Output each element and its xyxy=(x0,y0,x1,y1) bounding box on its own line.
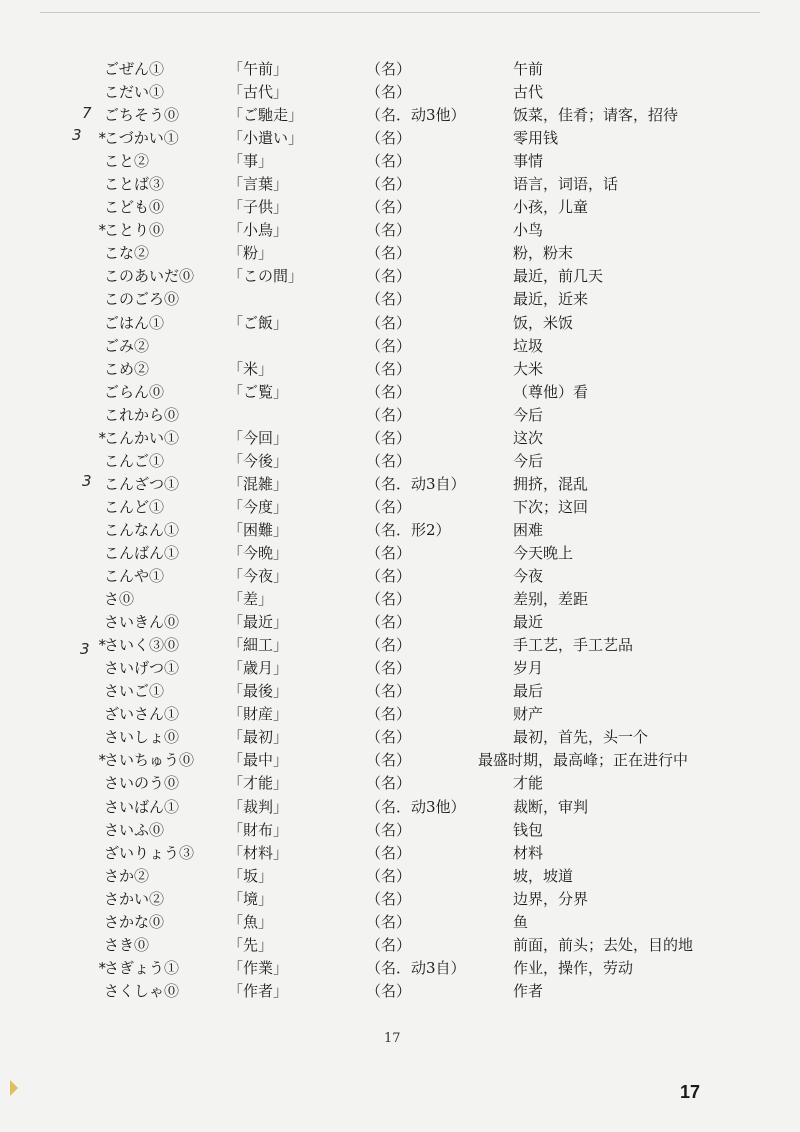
chinese-meaning: 困难 xyxy=(513,520,544,539)
kanji-form: 「困難」 xyxy=(228,520,289,539)
vocab-row xyxy=(0,81,800,104)
chinese-meaning: 作业，操作，劳动 xyxy=(513,958,634,977)
kanji-form: 「魚」 xyxy=(228,912,274,931)
kana-reading: さいげつ① xyxy=(104,659,180,678)
vocab-row xyxy=(0,772,800,795)
kanji-form: 「財布」 xyxy=(228,820,289,839)
chinese-meaning: （尊他）看 xyxy=(513,382,589,401)
part-of-speech: （名．动3自） xyxy=(366,958,466,977)
part-of-speech: （名） xyxy=(366,751,412,770)
kana-reading: さかな⓪ xyxy=(104,912,165,931)
chinese-meaning: 粉，粉末 xyxy=(513,244,574,263)
kanji-form: 「小遣い」 xyxy=(228,129,304,148)
kana-reading: さき⓪ xyxy=(104,935,150,954)
kana-reading: ごらん⓪ xyxy=(104,382,165,401)
vocab-row xyxy=(0,957,800,980)
kanji-form: 「差」 xyxy=(228,590,274,609)
top-rule xyxy=(40,12,760,13)
part-of-speech: （名） xyxy=(366,198,412,217)
kana-reading: さいのう⓪ xyxy=(104,774,180,793)
chinese-meaning: 最近 xyxy=(513,613,544,632)
part-of-speech: （名） xyxy=(366,336,412,355)
kana-reading: こんど① xyxy=(104,497,165,516)
vocab-row xyxy=(0,796,800,819)
kanji-form: 「今度」 xyxy=(228,497,289,516)
kana-reading: ことば③ xyxy=(104,175,165,194)
kanji-form: 「米」 xyxy=(228,359,274,378)
chinese-meaning: 最初，首先，头一个 xyxy=(513,728,649,747)
chinese-meaning: 今后 xyxy=(513,451,544,470)
part-of-speech: （名．动3自） xyxy=(366,474,466,493)
kanji-form: 「先」 xyxy=(228,935,274,954)
important-mark: * xyxy=(98,636,106,655)
kana-reading: ごちそう⓪ xyxy=(104,106,180,125)
kana-reading: このあいだ⓪ xyxy=(104,267,195,286)
chinese-meaning: 饭菜，佳肴；请客，招待 xyxy=(513,106,679,125)
chinese-meaning: 今后 xyxy=(513,405,544,424)
kanji-form: 「ご飯」 xyxy=(228,313,289,332)
kana-reading: さか② xyxy=(104,866,150,885)
part-of-speech: （名．动3他） xyxy=(366,106,466,125)
part-of-speech: （名） xyxy=(366,866,412,885)
vocab-row xyxy=(0,496,800,519)
kanji-form: 「境」 xyxy=(228,889,274,908)
chinese-meaning: 事情 xyxy=(513,152,544,171)
chinese-meaning: 边界，分界 xyxy=(513,889,589,908)
kanji-form: 「最初」 xyxy=(228,728,289,747)
kanji-form: 「ご馳走」 xyxy=(228,106,304,125)
kanji-form: 「作者」 xyxy=(228,981,289,1000)
chinese-meaning: 坡，坡道 xyxy=(513,866,574,885)
vocab-row xyxy=(0,104,800,127)
kana-reading: さいく③⓪ xyxy=(104,636,180,655)
vocab-row xyxy=(0,450,800,473)
chinese-meaning: 财产 xyxy=(513,705,544,724)
part-of-speech: （名） xyxy=(366,567,412,586)
kana-reading: こな② xyxy=(104,244,150,263)
vocab-row xyxy=(0,588,800,611)
chinese-meaning: 垃圾 xyxy=(513,336,544,355)
vocab-row xyxy=(0,565,800,588)
kana-reading: こども⓪ xyxy=(104,198,165,217)
kanji-form: 「今夜」 xyxy=(228,567,289,586)
chinese-meaning: 下次；这回 xyxy=(513,497,589,516)
chinese-meaning: 零用钱 xyxy=(513,129,559,148)
kana-reading: こんなん① xyxy=(104,520,180,539)
part-of-speech: （名） xyxy=(366,682,412,701)
kanji-form: 「粉」 xyxy=(228,244,274,263)
chinese-meaning: 语言，词语，话 xyxy=(513,175,619,194)
part-of-speech: （名） xyxy=(366,313,412,332)
kana-reading: さいきん⓪ xyxy=(104,613,180,632)
chinese-meaning: 钱包 xyxy=(513,820,544,839)
vocab-row xyxy=(0,680,800,703)
kana-reading: さいばん① xyxy=(104,797,180,816)
vocab-row xyxy=(0,888,800,911)
vocab-row xyxy=(0,934,800,957)
kanji-form: 「事」 xyxy=(228,152,274,171)
kanji-form: 「今回」 xyxy=(228,428,289,447)
important-mark: * xyxy=(98,428,106,447)
part-of-speech: （名） xyxy=(366,774,412,793)
kana-reading: ごはん① xyxy=(104,313,165,332)
vocab-row xyxy=(0,519,800,542)
kanji-form: 「材料」 xyxy=(228,843,289,862)
part-of-speech: （名） xyxy=(366,820,412,839)
kanji-form: 「今後」 xyxy=(228,451,289,470)
kana-reading: こんばん① xyxy=(104,543,180,562)
vocab-row xyxy=(0,381,800,404)
kana-reading: こんかい① xyxy=(104,428,180,447)
kanji-form: 「細工」 xyxy=(228,636,289,655)
kanji-form: 「古代」 xyxy=(228,83,289,102)
kana-reading: さぎょう① xyxy=(104,958,180,977)
part-of-speech: （名） xyxy=(366,543,412,562)
chinese-meaning: 手工艺，手工艺品 xyxy=(513,636,634,655)
part-of-speech: （名） xyxy=(366,636,412,655)
chinese-meaning: 古代 xyxy=(513,83,544,102)
part-of-speech: （名） xyxy=(366,889,412,908)
vocab-row xyxy=(0,980,800,1003)
vocab-row xyxy=(0,611,800,634)
part-of-speech: （名） xyxy=(366,590,412,609)
chinese-meaning: 饭，米饭 xyxy=(513,313,574,332)
part-of-speech: （名） xyxy=(366,60,412,78)
chinese-meaning: 岁月 xyxy=(513,659,544,678)
vocab-row xyxy=(0,726,800,749)
chinese-meaning: 最后 xyxy=(513,682,544,701)
kanji-form: 「小鳥」 xyxy=(228,221,289,240)
part-of-speech: （名） xyxy=(366,267,412,286)
part-of-speech: （名．动3他） xyxy=(366,797,466,816)
important-mark: * xyxy=(98,958,106,977)
chinese-meaning: 材料 xyxy=(513,843,544,862)
part-of-speech: （名） xyxy=(366,705,412,724)
vocab-row xyxy=(0,242,800,265)
kana-reading: こんご① xyxy=(104,451,165,470)
chinese-meaning: 才能 xyxy=(513,774,544,793)
kana-reading: ごぜん① xyxy=(104,60,165,78)
chinese-meaning: 小孩，儿童 xyxy=(513,198,589,217)
part-of-speech: （名） xyxy=(366,613,412,632)
page-number-corner: 17 xyxy=(680,1082,701,1102)
vocab-row xyxy=(0,58,800,81)
kanji-form: 「作業」 xyxy=(228,958,289,977)
chinese-meaning: 最近，近来 xyxy=(513,290,589,309)
kana-reading: こんや① xyxy=(104,567,165,586)
kana-reading: さいふ⓪ xyxy=(104,820,165,839)
chinese-meaning: 裁断，审判 xyxy=(513,797,589,816)
vocab-row xyxy=(0,842,800,865)
part-of-speech: （名） xyxy=(366,728,412,747)
part-of-speech: （名） xyxy=(366,428,412,447)
part-of-speech: （名） xyxy=(366,175,412,194)
chinese-meaning: 小鸟 xyxy=(513,221,544,240)
kanji-form: 「裁判」 xyxy=(228,797,289,816)
kana-reading: さいちゅう⓪ xyxy=(104,751,195,770)
chinese-meaning: 前面，前头；去处，目的地 xyxy=(513,935,694,954)
margin-note: 3 xyxy=(72,126,82,144)
kanji-form: 「才能」 xyxy=(228,774,289,793)
vocab-row xyxy=(0,749,800,772)
vocab-row xyxy=(0,127,800,150)
part-of-speech: （名） xyxy=(366,497,412,516)
part-of-speech: （名） xyxy=(366,221,412,240)
vocab-row xyxy=(0,219,800,242)
page-number-center: 17 xyxy=(384,1031,401,1046)
vocab-row xyxy=(0,634,800,657)
chinese-meaning: 鱼 xyxy=(513,912,529,931)
kanji-form: 「混雑」 xyxy=(228,474,289,493)
vocab-row xyxy=(0,819,800,842)
kana-reading: さ⓪ xyxy=(104,590,135,609)
vocab-row xyxy=(0,427,800,450)
chinese-meaning: 今天晚上 xyxy=(513,543,574,562)
part-of-speech: （名） xyxy=(366,912,412,931)
part-of-speech: （名） xyxy=(366,152,412,171)
kanji-form: 「午前」 xyxy=(228,60,289,78)
vocab-row xyxy=(0,265,800,288)
kanji-form: 「財産」 xyxy=(228,705,289,724)
kanji-form: 「この間」 xyxy=(228,267,304,286)
kanji-form: 「最中」 xyxy=(228,751,289,770)
part-of-speech: （名） xyxy=(366,843,412,862)
kana-reading: これから⓪ xyxy=(104,405,180,424)
chinese-meaning: 今夜 xyxy=(513,567,544,586)
kana-reading: こづかい① xyxy=(104,129,179,148)
kanji-form: 「歳月」 xyxy=(228,659,289,678)
kana-reading: ざいさん① xyxy=(104,705,180,724)
corner-smudge xyxy=(10,1080,18,1096)
kana-reading: こだい① xyxy=(104,83,165,102)
vocab-row xyxy=(0,542,800,565)
part-of-speech: （名） xyxy=(366,981,412,1000)
important-mark: * xyxy=(98,129,106,148)
part-of-speech: （名） xyxy=(366,451,412,470)
kanji-form: 「今晩」 xyxy=(228,543,289,562)
kana-reading: さいご① xyxy=(104,682,165,701)
kana-reading: さかい② xyxy=(104,889,165,908)
kanji-form: 「言葉」 xyxy=(228,175,289,194)
part-of-speech: （名） xyxy=(366,129,412,148)
vocab-row xyxy=(0,196,800,219)
vocab-row xyxy=(0,404,800,427)
chinese-meaning: 最近，前几天 xyxy=(513,267,604,286)
vocab-row xyxy=(0,657,800,680)
chinese-meaning: 这次 xyxy=(513,428,544,447)
part-of-speech: （名） xyxy=(366,244,412,263)
vocab-row xyxy=(0,911,800,934)
important-mark: * xyxy=(98,751,106,770)
kanji-form: 「坂」 xyxy=(228,866,274,885)
vocab-row xyxy=(0,173,800,196)
part-of-speech: （名） xyxy=(366,405,412,424)
vocabulary-list xyxy=(0,58,800,1003)
vocab-row xyxy=(0,473,800,496)
part-of-speech: （名） xyxy=(366,359,412,378)
important-mark: * xyxy=(98,221,106,240)
kana-reading: さいしょ⓪ xyxy=(104,728,180,747)
part-of-speech: （名） xyxy=(366,290,412,309)
chinese-meaning: 午前 xyxy=(513,60,544,78)
kana-reading: このごろ⓪ xyxy=(104,290,180,309)
kana-reading: ざいりょう③ xyxy=(104,843,195,862)
kanji-form: 「最後」 xyxy=(228,682,289,701)
chinese-meaning: 大米 xyxy=(513,359,544,378)
kana-reading: こと② xyxy=(104,152,150,171)
kanji-form: 「ご覧」 xyxy=(228,382,289,401)
vocab-row xyxy=(0,335,800,358)
vocab-row xyxy=(0,703,800,726)
part-of-speech: （名） xyxy=(366,659,412,678)
kana-reading: こめ② xyxy=(104,359,150,378)
vocab-row xyxy=(0,312,800,335)
vocab-row xyxy=(0,358,800,381)
kana-reading: さくしゃ⓪ xyxy=(104,981,180,1000)
part-of-speech: （名．形2） xyxy=(366,520,451,539)
vocab-row xyxy=(0,150,800,173)
kanji-form: 「子供」 xyxy=(228,198,289,217)
chinese-meaning: 最盛时期，最高峰；正在进行中 xyxy=(478,751,689,770)
vocab-row xyxy=(0,288,800,311)
part-of-speech: （名） xyxy=(366,382,412,401)
part-of-speech: （名） xyxy=(366,935,412,954)
kana-reading: ごみ② xyxy=(104,336,150,355)
chinese-meaning: 拥挤，混乱 xyxy=(513,474,589,493)
vocab-row xyxy=(0,865,800,888)
margin-note: 3 xyxy=(80,640,90,658)
kana-reading: こんざつ① xyxy=(104,474,180,493)
chinese-meaning: 差别，差距 xyxy=(513,590,589,609)
chinese-meaning: 作者 xyxy=(513,981,544,1000)
margin-note: 3 xyxy=(82,472,92,490)
kanji-form: 「最近」 xyxy=(228,613,289,632)
part-of-speech: （名） xyxy=(366,83,412,102)
kana-reading: ことり⓪ xyxy=(104,221,165,240)
margin-note: 7 xyxy=(82,104,92,122)
